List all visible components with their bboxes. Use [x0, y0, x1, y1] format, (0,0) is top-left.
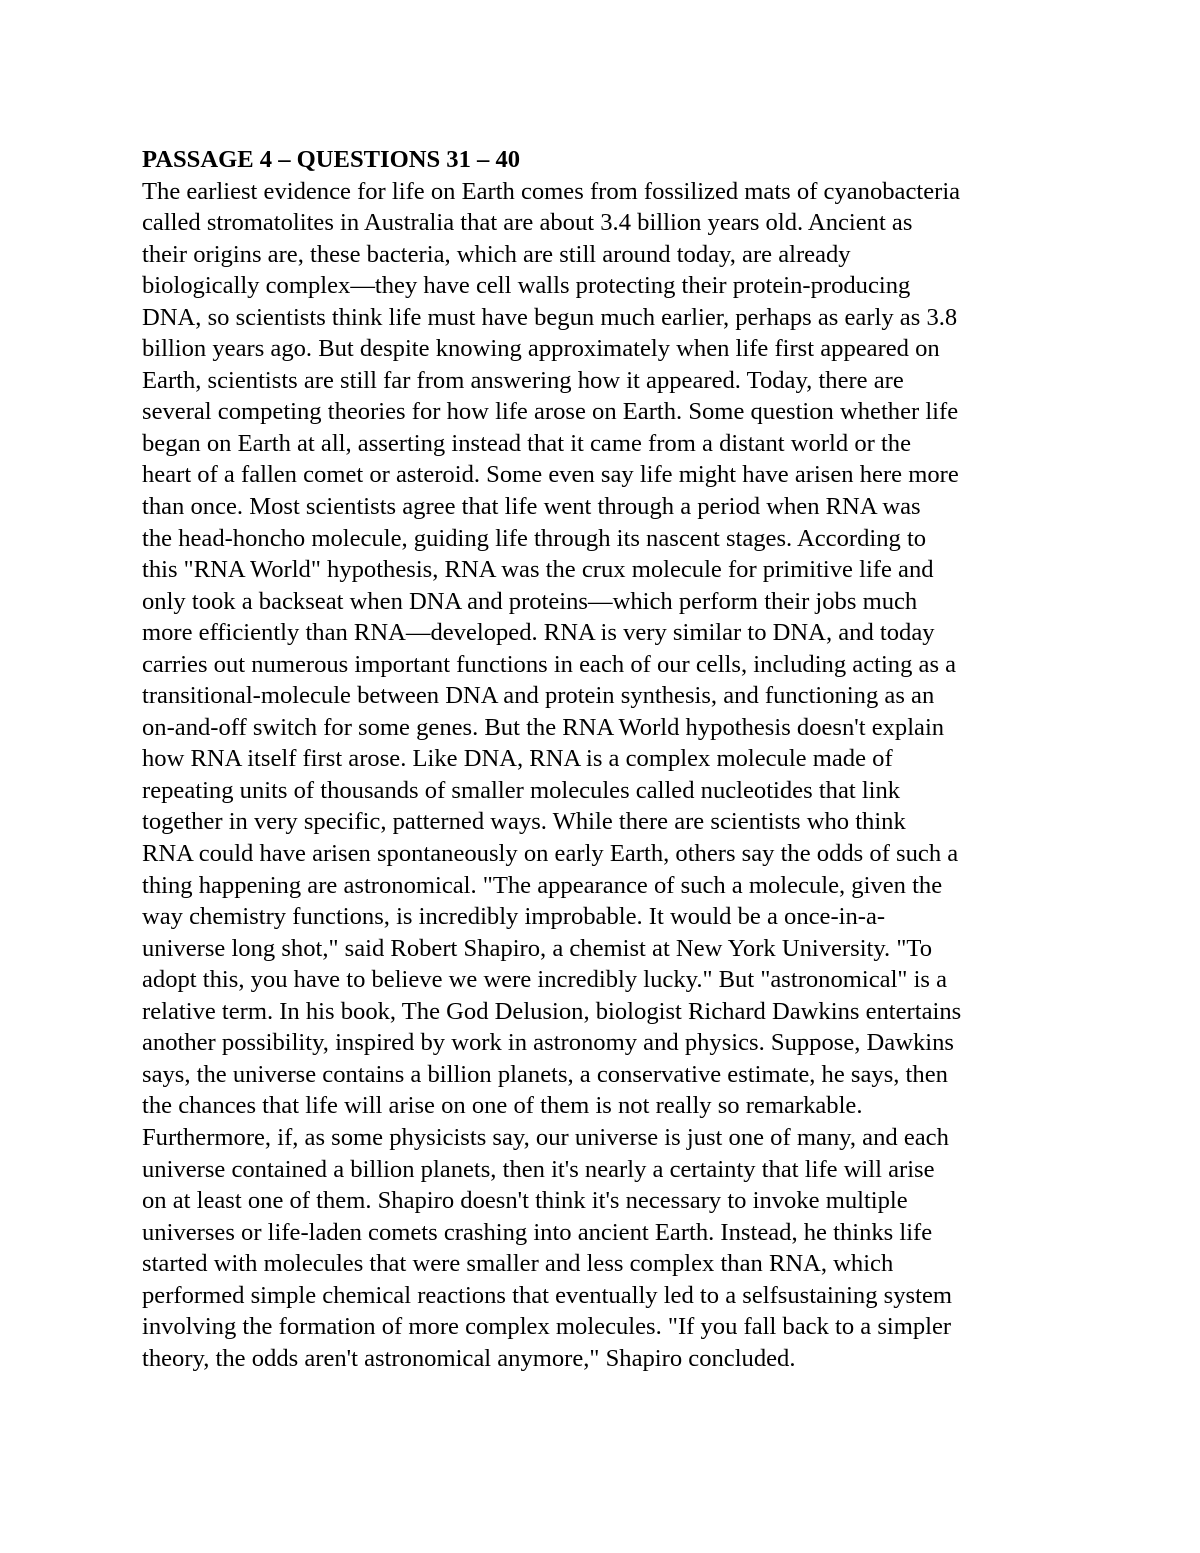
passage-line: only took a backseat when DNA and proteins—which perform their jobs much	[142, 587, 918, 615]
passage-line: more efficiently than RNA—developed. RNA is very similar to DNA, and today	[142, 619, 935, 647]
passage-line: Earth, scientists are still far from answering how it appeared. Today, there are	[142, 366, 904, 394]
passage-line: says, the universe contains a billion planets, a conservative estimate, he says, then	[142, 1060, 948, 1088]
passage-line: another possibility, inspired by work in astronomy and physics. Suppose, Dawkins	[142, 1029, 954, 1057]
passage-line: Furthermore, if, as some physicists say, our universe is just one of many, and each	[142, 1123, 949, 1151]
passage-line: involving the formation of more complex molecules. "If you fall back to a simpler	[142, 1313, 952, 1341]
passage	[142, 144, 1072, 1374]
passage-line: billion years ago. But despite knowing approximately when life first appeared on	[142, 335, 940, 363]
passage-line: their origins are, these bacteria, which are still around today, are already	[142, 240, 851, 268]
passage-line: universes or life-laden comets crashing into ancient Earth. Instead, he thinks life	[142, 1218, 933, 1246]
passage-line: universe long shot," said Robert Shapiro, a chemist at New York University. "To	[142, 934, 933, 962]
passage-line: transitional-molecule between DNA and protein synthesis, and functioning as an	[142, 682, 935, 710]
passage-line: this "RNA World" hypothesis, RNA was the crux molecule for primitive life and	[142, 556, 934, 584]
passage-line: biologically complex—they have cell walls protecting their protein-producing	[142, 272, 911, 300]
passage-line: repeating units of thousands of smaller molecules called nucleotides that link	[142, 776, 901, 804]
passage-line: called stromatolites in Australia that are about 3.4 billion years old. Ancient as	[142, 209, 913, 237]
passage-line: the head-honcho molecule, guiding life through its nascent stages. According to	[142, 524, 927, 552]
passage-body	[142, 176, 1072, 1375]
passage-line: performed simple chemical reactions that eventually led to a selfsustaining system	[142, 1281, 952, 1309]
passage-line: DNA, so scientists think life must have begun much earlier, perhaps as early as 3.8	[142, 303, 958, 331]
passage-line: adopt this, you have to believe we were incredibly lucky." But "astronomical" is a	[142, 966, 948, 994]
passage-line: heart of a fallen comet or asteroid. Some even say life might have arisen here more	[142, 461, 959, 489]
passage-line: how RNA itself first arose. Like DNA, RNA is a complex molecule made of	[142, 745, 893, 773]
passage-line: started with molecules that were smaller and less complex than RNA, which	[142, 1250, 894, 1278]
passage-line: the chances that life will arise on one of them is not really so remarkable.	[142, 1092, 863, 1120]
passage-line: RNA could have arisen spontaneously on early Earth, others say the odds of such a	[142, 840, 959, 868]
passage-line: began on Earth at all, asserting instead that it came from a distant world or the	[142, 429, 911, 457]
passage-line: than once. Most scientists agree that life went through a period when RNA was	[142, 493, 921, 521]
passage-line: The earliest evidence for life on Earth comes from fossilized mats of cyanobacteria	[142, 177, 961, 205]
passage-line: theory, the odds aren't astronomical anymore," Shapiro concluded.	[142, 1344, 796, 1372]
passage-line: on at least one of them. Shapiro doesn't think it's necessary to invoke multiple	[142, 1187, 908, 1215]
passage-line: carries out numerous important functions in each of our cells, including acting as a	[142, 650, 957, 678]
passage-line: universe contained a billion planets, then it's nearly a certainty that life will arise	[142, 1155, 935, 1183]
passage-line: relative term. In his book, The God Delusion, biologist Richard Dawkins entertains	[142, 997, 962, 1025]
passage-line: together in very specific, patterned ways. While there are scientists who think	[142, 808, 906, 836]
passage-heading: PASSAGE 4 – QUESTIONS 31 – 40	[142, 146, 521, 173]
passage-line: way chemistry functions, is incredibly improbable. It would be a once-in-a-	[142, 903, 886, 931]
passage-line: on-and-off switch for some genes. But the RNA World hypothesis doesn't explain	[142, 713, 945, 741]
passage-line: thing happening are astronomical. "The appearance of such a molecule, given the	[142, 871, 943, 899]
passage-line: several competing theories for how life arose on Earth. Some question whether life	[142, 398, 959, 426]
